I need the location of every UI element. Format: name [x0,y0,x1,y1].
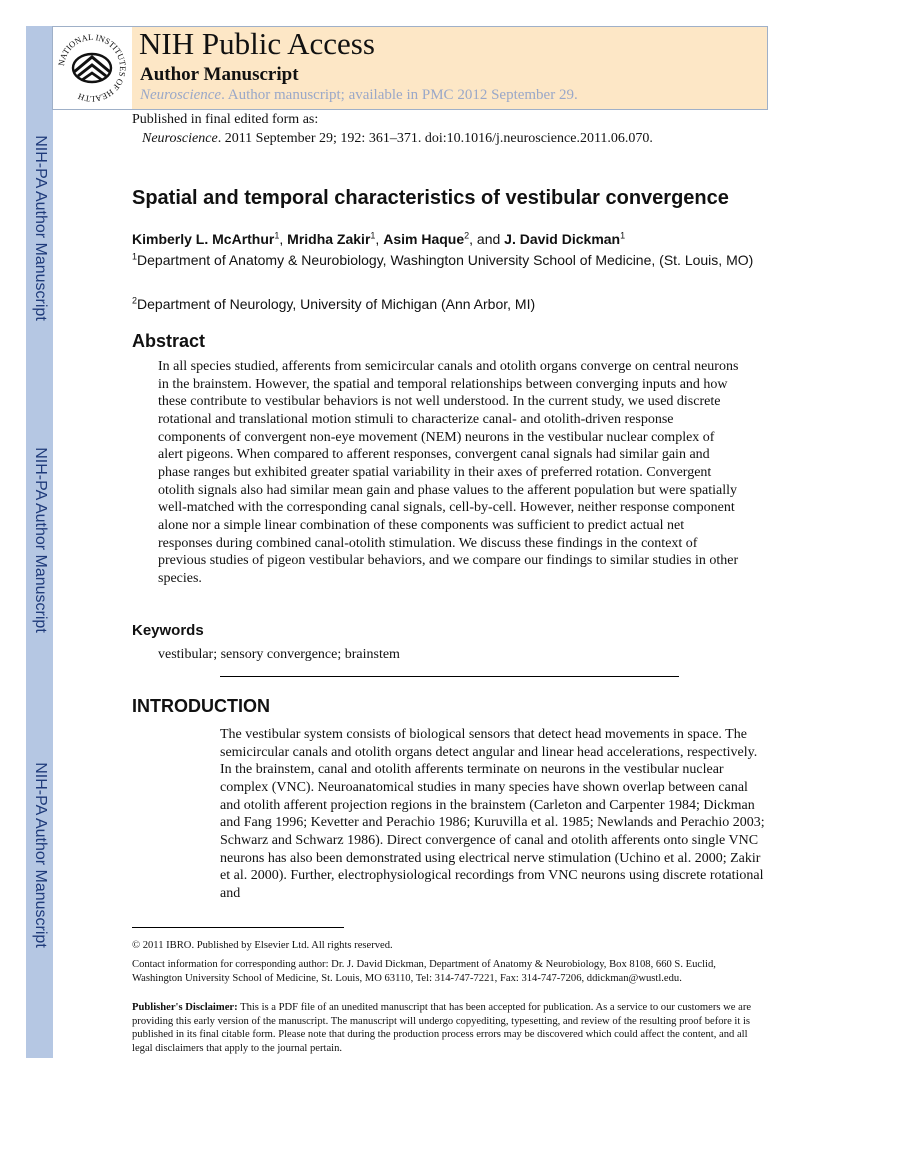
keywords-heading: Keywords [132,622,204,639]
publisher-disclaimer: Publisher's Disclaimer: This is a PDF file of an unedited manuscript that has been accepted for publication. As a service to our customers we are providing this early version of the manuscript. The manuscript will undergo copyediting, typesetting, and review of the resulting proof before it is published in its final citable form. Please note that during the production process errors may be discovered which could affect the content, and all legal disclaimers that apply to the journal pertain. [132,1002,752,1054]
nih-logo [53,27,131,109]
introduction-heading: INTRODUCTION [132,696,270,716]
introduction-body: The vestibular system consists of biological sensors that detect head movements in space. The semicircular canals and otolith organs detect angular and linear head accelerations, respectively. In the brainstem, canal and otolith afferents terminate on neurons in the vestibular nuclear complex (VNC). Neuroanatomical studies in many species have shown overlap between canal and otolith afferent projection regions in the brainstem (Carleton and Carpenter 1984; Dickman and Fang 1996; Kevetter and Perachio 1986; Kuruvilla et al. 1985; Newlands and Perachio 2003; Schwarz and Schwarz 1986). Direct convergence of canal and otolith afferents onto single VNC neurons has also been demonstrated using electrical nerve stimulation (Uchino et al. 2000; Zakir et al. 2000). Further, electrophysiological recordings from VNC neurons using discrete rotational and [220,727,765,901]
published-label: Published in final edited form as: [132,112,319,127]
citation: Neuroscience. 2011 September 29; 192: 361–371. doi:10.1016/j.neuroscience.2011.06.070. [142,131,653,146]
paper-title: Spatial and temporal characteristics of vestibular convergence [132,187,729,209]
sidebar-label-3: NIH-PA Author Manuscript [31,762,49,948]
header-banner [52,26,768,110]
affiliation-1: $^1$Department of Anatomy & Neurobiology, Washington University School of Medicine, (St. Louis, MO) [132,251,754,268]
manuscript-label: Author Manuscript [140,64,299,85]
svg-text:NATIONAL INSTITUTES OF HEALTH: NATIONAL INSTITUTES OF HEALTH [56,31,129,105]
page-title: NIH Public Access [139,26,375,61]
author-list: Kimberly L. McArthur$^1$, Mridha Zakir$^1$, Asim Haque$^2$, and J. David Dickman$^1$ [132,230,626,247]
abstract-body: In all species studied, afferents from semicircular canals and otolith organs converge on central neurons in the brainstem. However, the spatial and temporal relationships between converging inputs and how these contribute to vestibular behaviors is not well understood. In the current study, we used discrete rotational and translational motion stimuli to characterize canal- and otolith-driven response components of convergent non-eye movement (NEM) neurons in the vestibular nuclear complex of alert pigeons. When compared to afferent responses, convergent canal signals had similar gain and phase ranges but exhibited greater spatial variability in their axes of preferred rotation. Convergent otolith signals also had similar mean gain and phase values to the afferent population but were spatially well-matched with the corresponding canal signals, cell-by-cell. However, neither response component alone nor a simple linear combination of these components was sufficient to predict actual net responses during combined canal-otolith stimulation. We discuss these findings in the context of previous studies of pigeon vestibular behaviors, and we compare our findings to similar studies in other species. [158,359,739,586]
footnote-divider [132,927,344,928]
copyright-note: © 2011 IBRO. Published by Elsevier Ltd. All rights reserved. [132,940,393,951]
keywords-list: vestibular; sensory convergence; brainstem [158,647,400,662]
author-name: Kimberly L. McArthur [132,231,275,247]
section-divider [220,676,679,677]
author-name: Asim Haque [383,231,465,247]
affiliation-2: $^2$Department of Neurology, University of Michigan (Ann Arbor, MI) [132,295,536,312]
abstract-heading: Abstract [132,331,206,351]
availability-note: Neuroscience. Author manuscript; available in PMC 2012 September 29. [140,87,578,103]
nih-logo-icon [53,27,131,109]
author-name: Mridha Zakir [287,231,371,247]
contact-info: Contact information for corresponding author: Dr. J. David Dickman, Department of Anatomy & Neurobiology, Box 8108, 660 S. Euclid, Washington University School of Medicine, St. Louis, MO 63110, Tel: 314-747-7221, Fax: 314-747-7206, ddickman@wustl.edu. [132,959,716,984]
sidebar-label-1: NIH-PA Author Manuscript [31,135,49,321]
author-name: J. David Dickman [504,231,621,247]
sidebar-label-2: NIH-PA Author Manuscript [31,447,49,633]
header-title-area [132,27,767,109]
